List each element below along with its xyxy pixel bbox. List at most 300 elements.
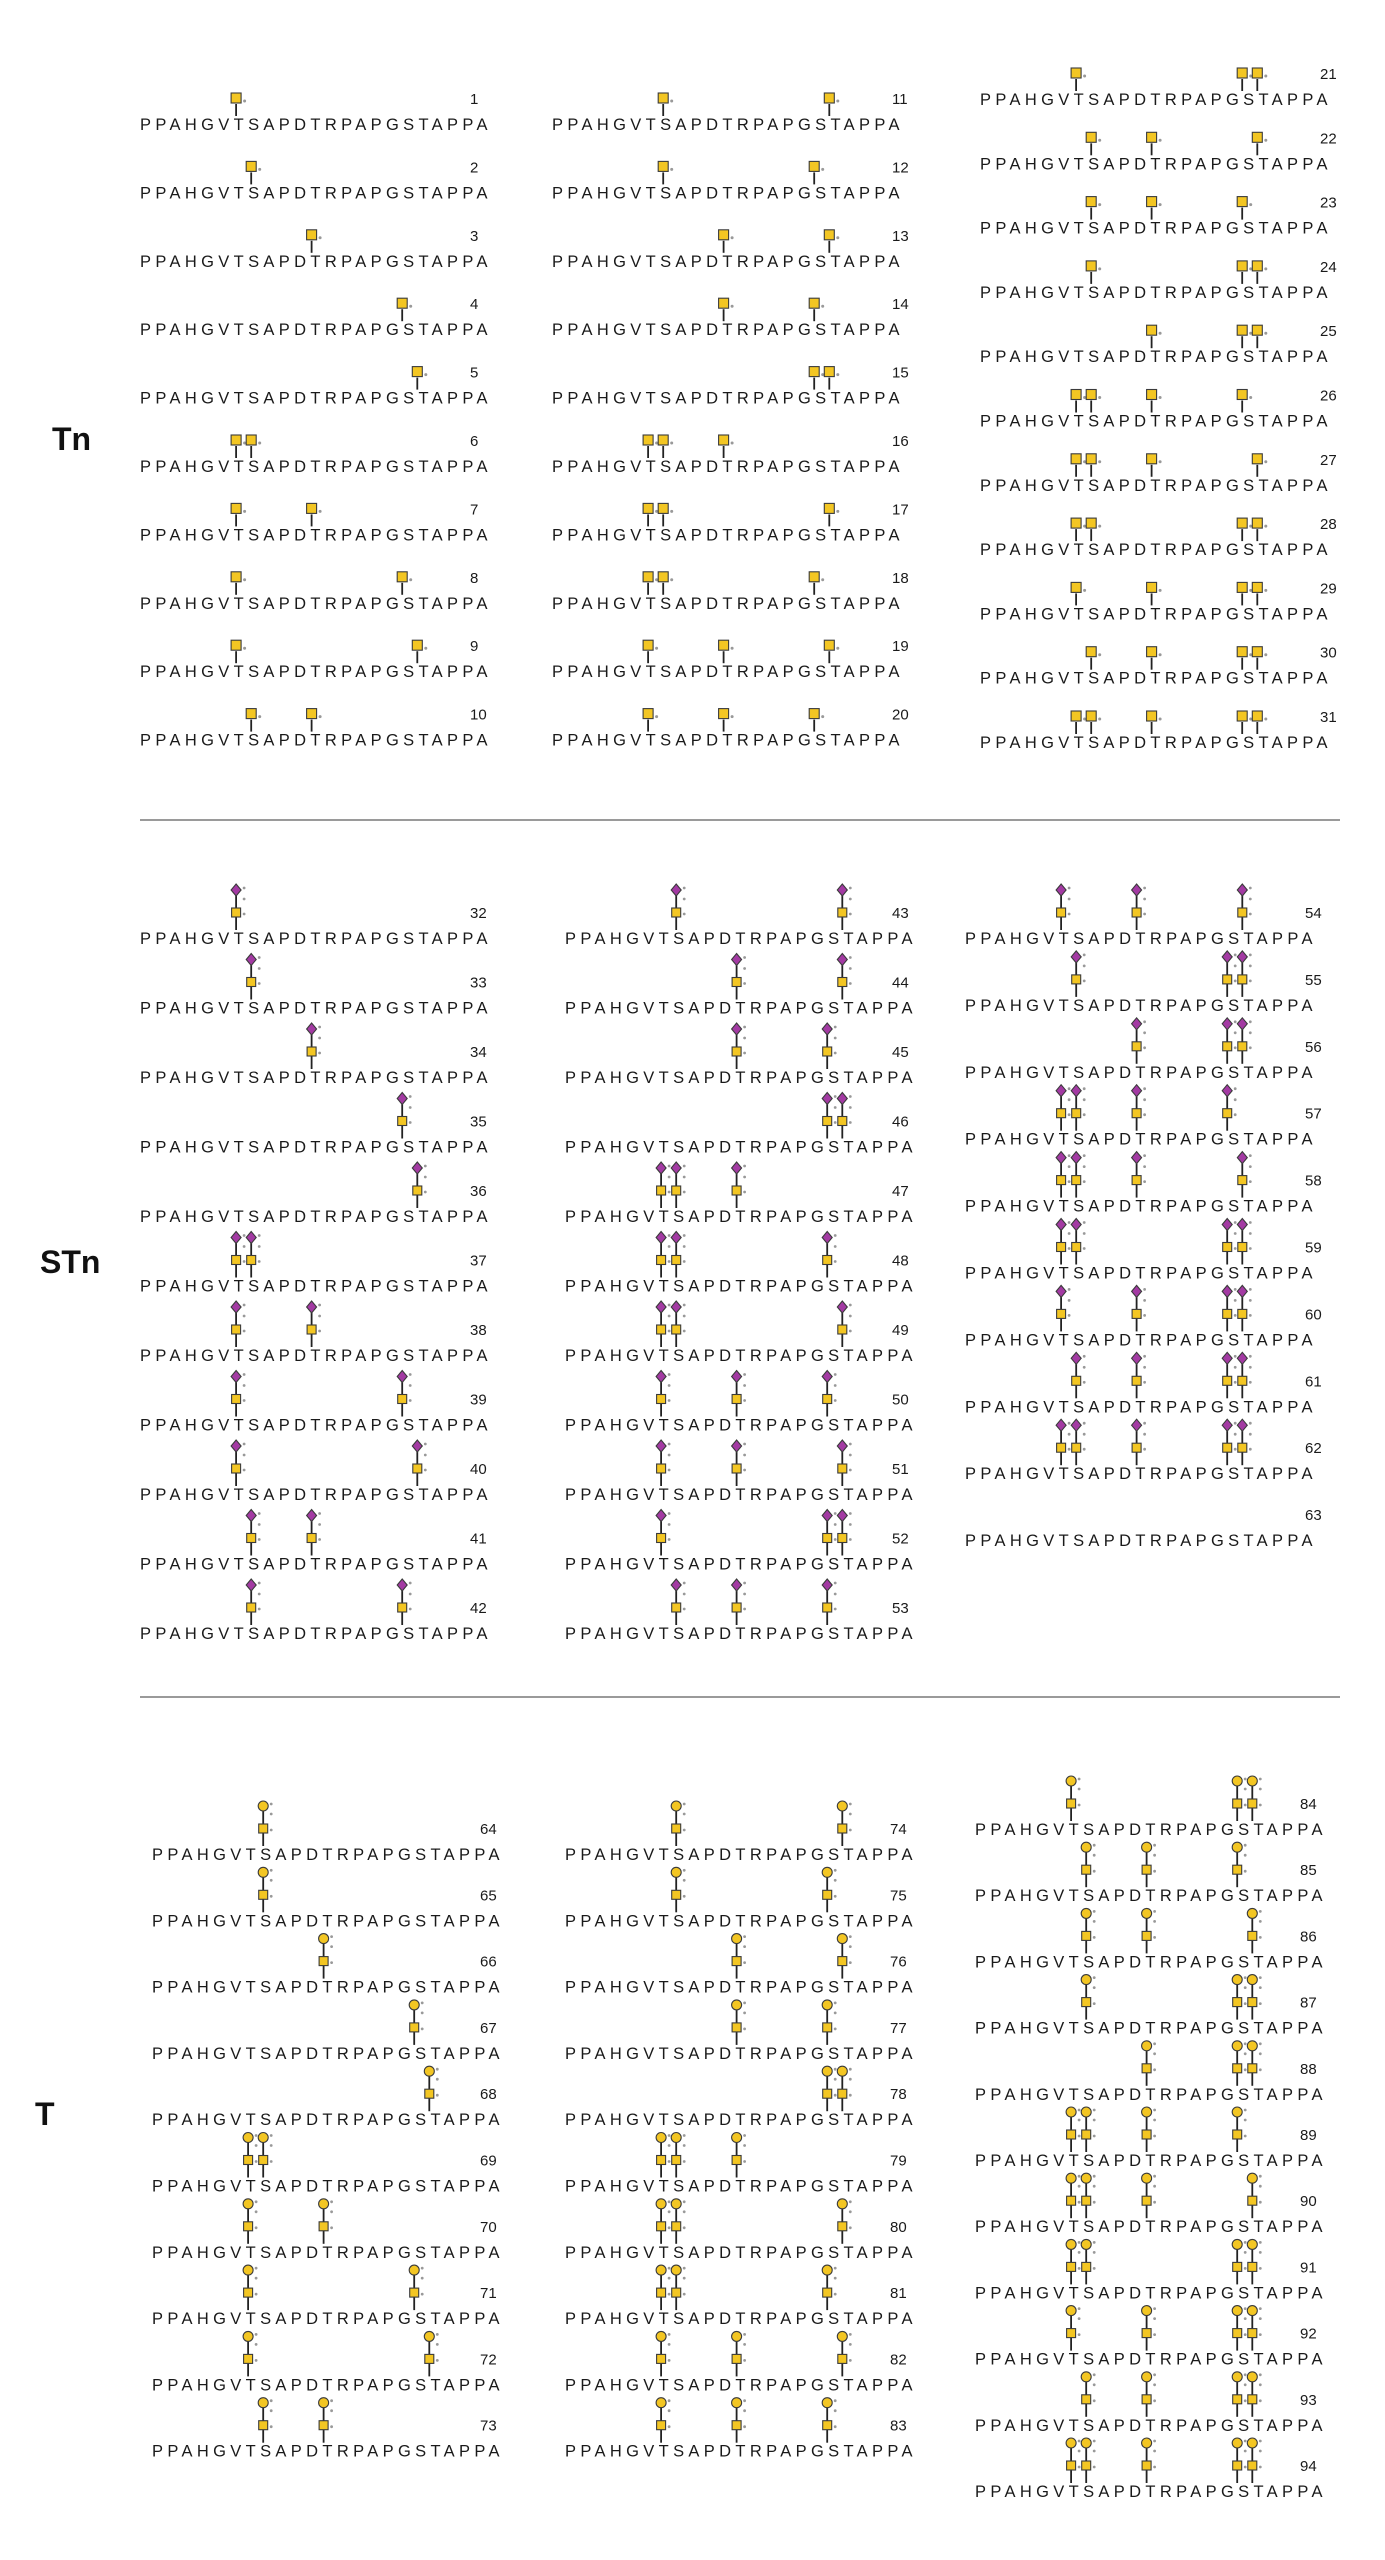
- t-glycan-icon: [837, 1934, 851, 1979]
- sialic-acid-diamond-icon: [1132, 1018, 1142, 1030]
- peptide-number: 89: [1300, 2127, 1317, 2144]
- peptide-number: 63: [1305, 1507, 1322, 1525]
- stn-glycan-icon: [1071, 1152, 1085, 1198]
- peptide-sequence: PPAHGVTSAPDTRPAPGSTAPPA: [975, 2483, 1327, 2501]
- galnac-square-icon: [397, 298, 407, 308]
- linkage-dot-icon: [743, 2425, 746, 2428]
- linkage-dot-icon: [243, 1443, 246, 1446]
- galnac-square-icon: [1067, 2130, 1076, 2139]
- stn-glycan-icon: [1071, 1352, 1085, 1398]
- linkage-dot-icon: [683, 1330, 686, 1333]
- linkage-dot-icon: [1153, 2052, 1156, 2055]
- peptide-sequence: PPAHGVTSAPDTRPAPGSTAPPA: [140, 1555, 492, 1574]
- linkage-dot-icon: [1153, 2119, 1156, 2122]
- linkage-dot-icon: [1234, 1087, 1237, 1090]
- galnac-square-icon: [1238, 975, 1247, 984]
- sialic-acid-diamond-icon: [671, 1162, 681, 1174]
- galnac-square-icon: [1238, 1376, 1247, 1385]
- galnac-square-icon: [1071, 711, 1081, 721]
- linkage-dot-icon: [436, 2078, 439, 2081]
- t-glycan-icon: [656, 2265, 670, 2310]
- linkage-dot-icon: [1093, 2109, 1096, 2112]
- peptide-sequence: PPAHGVTSAPDTRPAPGSTAPPA: [565, 1555, 917, 1574]
- galnac-square-icon: [1132, 1109, 1141, 1118]
- linkage-dot-icon: [849, 1443, 852, 1446]
- galactose-circle-icon: [1142, 2041, 1152, 2051]
- linkage-dot-icon: [1143, 1299, 1146, 1302]
- galnac-square-icon: [425, 2089, 434, 2098]
- linkage-dot-icon: [1068, 1154, 1071, 1157]
- linkage-dot-icon: [849, 1095, 852, 1098]
- t-glycan-icon: [258, 1867, 272, 1912]
- linkage-dot-icon: [834, 1869, 837, 1872]
- galnac-square-icon: [1132, 1042, 1141, 1051]
- linkage-dot-icon: [1078, 2267, 1081, 2270]
- linkage-dot-icon: [1264, 653, 1267, 656]
- galactose-circle-icon: [1232, 2107, 1242, 2117]
- linkage-dot-icon: [1249, 1314, 1252, 1317]
- peptide-number: 49: [892, 1322, 909, 1339]
- peptide-sequence: PPAHGVTSAPDTRPAPGSTAPPA: [140, 321, 492, 340]
- t-glycan-icon: [671, 1867, 685, 1912]
- linkage-dot-icon: [258, 1582, 261, 1585]
- linkage-dot-icon: [849, 1512, 852, 1515]
- galnac-square-icon: [838, 1117, 847, 1126]
- stn-glycan-icon: [307, 1023, 321, 1069]
- linkage-dot-icon: [1143, 887, 1146, 890]
- tn-glycan-icon: [719, 230, 734, 253]
- sialic-acid-diamond-icon: [1071, 951, 1081, 963]
- galnac-square-icon: [244, 2288, 253, 2297]
- tn-glycan-icon: [809, 367, 824, 390]
- peptide-sequence: PPAHGVTSAPDTRPAPGSTAPPA: [980, 219, 1332, 238]
- linkage-dot-icon: [1083, 965, 1086, 968]
- linkage-dot-icon: [1098, 267, 1101, 270]
- tn-glycan-icon: [719, 709, 734, 732]
- peptide-sequence: PPAHGVTSAPDTRPAPGSTAPPA: [565, 2177, 917, 2196]
- galnac-square-icon: [1223, 1309, 1232, 1318]
- peptide-number: 81: [890, 2285, 907, 2303]
- galactose-circle-icon: [837, 2066, 847, 2076]
- galnac-square-icon: [259, 1824, 268, 1833]
- linkage-dot-icon: [1249, 1288, 1252, 1291]
- linkage-dot-icon: [743, 2028, 746, 2031]
- sialic-acid-diamond-icon: [1132, 884, 1142, 896]
- peptide-sequence: PPAHGVTSAPDTRPAPGSTAPPA: [565, 2243, 917, 2262]
- galnac-square-icon: [232, 1395, 241, 1404]
- linkage-dot-icon: [1244, 2251, 1247, 2254]
- linkage-dot-icon: [1259, 1910, 1262, 1913]
- linkage-dot-icon: [409, 1121, 412, 1124]
- linkage-dot-icon: [655, 510, 658, 513]
- galnac-square-icon: [410, 2023, 419, 2032]
- galnac-square-icon: [1067, 2461, 1076, 2470]
- galactose-circle-icon: [837, 1801, 847, 1811]
- stn-glycan-icon: [837, 884, 851, 930]
- linkage-dot-icon: [1234, 954, 1237, 957]
- linkage-dot-icon: [1143, 1180, 1146, 1183]
- t-glycan-icon: [409, 2000, 423, 2045]
- peptide-number: 67: [480, 2019, 497, 2037]
- galactose-circle-icon: [1247, 2372, 1257, 2382]
- linkage-dot-icon: [255, 2226, 258, 2229]
- linkage-dot-icon: [670, 442, 673, 445]
- linkage-dot-icon: [1244, 2052, 1247, 2055]
- linkage-dot-icon: [1249, 1381, 1252, 1384]
- galnac-square-icon: [1252, 132, 1262, 142]
- peptide-sequence: PPAHGVTSAPDTRPAPGSTAPPA: [140, 1208, 492, 1226]
- linkage-dot-icon: [270, 1829, 273, 1832]
- linkage-dot-icon: [409, 1399, 412, 1402]
- peptide-row: [140, 570, 492, 613]
- linkage-dot-icon: [243, 1454, 246, 1457]
- tn-glycan-icon: [643, 640, 658, 663]
- linkage-dot-icon: [243, 510, 246, 513]
- peptide-row: [975, 1975, 1327, 2038]
- peptide-sequence: PPAHGVTSAPDTRPAPGSTAPPA: [552, 458, 904, 476]
- linkage-dot-icon: [1153, 2201, 1156, 2204]
- linkage-dot-icon: [1159, 460, 1162, 463]
- galactose-circle-icon: [1081, 2107, 1091, 2117]
- linkage-dot-icon: [668, 2267, 671, 2270]
- galnac-square-icon: [657, 1534, 666, 1543]
- linkage-dot-icon: [1259, 2383, 1262, 2386]
- peptide-row: [980, 323, 1337, 366]
- linkage-dot-icon: [1093, 1910, 1096, 1913]
- peptide-row: [965, 951, 1322, 1015]
- linkage-dot-icon: [668, 1443, 671, 1446]
- galnac-square-icon: [719, 230, 729, 240]
- galactose-circle-icon: [732, 2133, 742, 2143]
- tn-glycan-icon: [1147, 711, 1162, 734]
- galnac-square-icon: [1223, 1042, 1232, 1051]
- linkage-dot-icon: [318, 1330, 321, 1333]
- peptide-sequence: PPAHGVTSAPDTRPAPGSTAPPA: [140, 999, 492, 1018]
- sialic-acid-diamond-icon: [656, 1440, 666, 1452]
- linkage-dot-icon: [421, 2267, 424, 2270]
- galnac-square-icon: [672, 908, 681, 917]
- linkage-dot-icon: [834, 1106, 837, 1109]
- linkage-dot-icon: [1068, 1247, 1071, 1250]
- t-glycan-icon: [1066, 2306, 1080, 2351]
- peptide-row: [140, 638, 492, 681]
- stn-glycan-icon: [732, 1023, 746, 1069]
- linkage-dot-icon: [1234, 1448, 1237, 1451]
- linkage-dot-icon: [1078, 2440, 1081, 2443]
- linkage-dot-icon: [683, 1895, 686, 1898]
- linkage-dot-icon: [330, 2425, 333, 2428]
- linkage-dot-icon: [1143, 1422, 1146, 1425]
- galnac-square-icon: [809, 298, 819, 308]
- galnac-square-icon: [732, 1395, 741, 1404]
- linkage-dot-icon: [1244, 2399, 1247, 2402]
- t-glycan-icon: [732, 1934, 746, 1979]
- linkage-dot-icon: [834, 2425, 837, 2428]
- peptide-sequence: PPAHGVTSAPDTRPAPGSTAPPA: [975, 1821, 1327, 1839]
- galnac-square-icon: [1071, 454, 1081, 464]
- stn-glycan-icon: [1056, 1419, 1070, 1465]
- linkage-dot-icon: [1078, 1788, 1081, 1791]
- t-glycan-icon: [1232, 2107, 1246, 2152]
- peptide-row: [140, 433, 492, 476]
- sialic-acid-diamond-icon: [397, 1371, 407, 1383]
- peptide-row: [140, 1301, 492, 1365]
- galnac-square-icon: [1248, 2064, 1257, 2073]
- galnac-square-icon: [657, 2288, 666, 2297]
- linkage-dot-icon: [1078, 2333, 1081, 2336]
- linkage-dot-icon: [836, 373, 839, 376]
- stn-glycan-icon: [1237, 1419, 1251, 1465]
- linkage-dot-icon: [1259, 2333, 1262, 2336]
- t-glycan-icon: [822, 2398, 836, 2443]
- peptide-row: [975, 1776, 1327, 1839]
- sialic-acid-diamond-icon: [397, 1093, 407, 1105]
- linkage-dot-icon: [1153, 1920, 1156, 1923]
- stn-glycan-icon: [412, 1440, 426, 1486]
- tn-glycan-icon: [1086, 390, 1101, 413]
- linkage-dot-icon: [1153, 2333, 1156, 2336]
- peptide-row: [975, 2372, 1327, 2435]
- peptide-row: [565, 1579, 917, 1643]
- peptide-sequence: PPAHGVTSAPDTRPAPGSTAPPA: [965, 1130, 1317, 1149]
- galactose-circle-icon: [837, 2199, 847, 2209]
- peptide-row: [552, 91, 908, 134]
- peptide-number: 33: [470, 974, 487, 992]
- stn-glycan-icon: [246, 1232, 260, 1278]
- linkage-dot-icon: [834, 1384, 837, 1387]
- galactose-circle-icon: [1232, 1776, 1242, 1786]
- linkage-dot-icon: [849, 2226, 852, 2229]
- tn-glycan-icon: [1252, 454, 1267, 477]
- linkage-dot-icon: [834, 1523, 837, 1526]
- linkage-dot-icon: [1264, 75, 1267, 78]
- linkage-dot-icon: [1083, 1433, 1086, 1436]
- linkage-dot-icon: [1153, 1936, 1156, 1939]
- galnac-square-icon: [1072, 1109, 1081, 1118]
- galactose-circle-icon: [656, 2265, 666, 2275]
- linkage-dot-icon: [668, 1469, 671, 1472]
- galnac-square-icon: [732, 1047, 741, 1056]
- linkage-dot-icon: [1234, 980, 1237, 983]
- peptide-row: [140, 707, 492, 750]
- linkage-dot-icon: [1159, 396, 1162, 399]
- stn-glycan-icon: [1071, 1419, 1085, 1465]
- linkage-dot-icon: [1143, 1355, 1146, 1358]
- linkage-dot-icon: [683, 1813, 686, 1816]
- linkage-dot-icon: [409, 1373, 412, 1376]
- galnac-square-icon: [307, 1047, 316, 1056]
- sialic-acid-diamond-icon: [732, 1162, 742, 1174]
- linkage-dot-icon: [731, 715, 734, 718]
- galnac-square-icon: [809, 572, 819, 582]
- linkage-dot-icon: [836, 647, 839, 650]
- galnac-square-icon: [1248, 2395, 1257, 2404]
- peptide-number: 52: [892, 1530, 909, 1548]
- peptide-number: 76: [890, 1953, 907, 1971]
- linkage-dot-icon: [1153, 2317, 1156, 2320]
- tn-glycan-icon: [809, 572, 824, 595]
- galnac-square-icon: [732, 1186, 741, 1195]
- linkage-dot-icon: [436, 2068, 439, 2071]
- t-glycan-icon: [424, 2331, 438, 2376]
- linkage-dot-icon: [683, 2144, 686, 2147]
- peptide-number: 68: [480, 2086, 497, 2104]
- linkage-dot-icon: [1249, 913, 1252, 916]
- linkage-dot-icon: [270, 1813, 273, 1816]
- tn-glycan-icon: [231, 93, 246, 116]
- stn-glycan-icon: [837, 1093, 851, 1139]
- tn-glycan-icon: [1147, 197, 1162, 220]
- tn-glycan-icon: [809, 161, 824, 184]
- linkage-dot-icon: [1093, 2267, 1096, 2270]
- stn-glycan-icon: [1056, 1152, 1070, 1198]
- t-glycan-icon: [822, 2265, 836, 2310]
- linkage-dot-icon: [743, 1399, 746, 1402]
- galnac-square-icon: [1252, 518, 1262, 528]
- sialic-acid-diamond-icon: [1071, 1419, 1081, 1431]
- linkage-dot-icon: [1244, 2383, 1247, 2386]
- galactose-circle-icon: [1232, 2372, 1242, 2382]
- linkage-dot-icon: [849, 1829, 852, 1832]
- tn-glycan-icon: [1237, 582, 1252, 605]
- linkage-dot-icon: [1234, 1247, 1237, 1250]
- tn-glycan-icon: [824, 230, 839, 253]
- galnac-square-icon: [1238, 1243, 1247, 1252]
- tn-glycan-icon: [824, 503, 839, 526]
- peptide-number: 50: [892, 1391, 909, 1409]
- stn-glycan-icon: [1237, 1018, 1251, 1064]
- linkage-dot-icon: [655, 578, 658, 581]
- t-glycan-icon: [656, 2133, 670, 2178]
- tn-glycan-icon: [1147, 647, 1162, 670]
- peptide-number: 24: [1320, 258, 1337, 276]
- t-glycan-icon: [1081, 2438, 1095, 2483]
- stn-glycan-icon: [397, 1093, 411, 1139]
- linkage-dot-icon: [1249, 1366, 1252, 1369]
- galnac-square-icon: [247, 1534, 256, 1543]
- galactose-circle-icon: [243, 2133, 253, 2143]
- linkage-dot-icon: [1083, 980, 1086, 983]
- peptide-number: 16: [892, 433, 909, 450]
- tn-glycan-icon: [643, 709, 658, 732]
- linkage-dot-icon: [1259, 2241, 1262, 2244]
- linkage-dot-icon: [743, 1026, 746, 1029]
- galnac-square-icon: [246, 435, 256, 445]
- linkage-dot-icon: [1264, 718, 1267, 721]
- galnac-square-icon: [1147, 647, 1157, 657]
- linkage-dot-icon: [834, 2399, 837, 2402]
- linkage-dot-icon: [834, 1026, 837, 1029]
- galnac-square-icon: [658, 435, 668, 445]
- sialic-acid-diamond-icon: [1222, 1085, 1232, 1097]
- sialic-acid-diamond-icon: [1132, 1285, 1142, 1297]
- linkage-dot-icon: [1078, 2251, 1081, 2254]
- galnac-square-icon: [672, 1325, 681, 1334]
- linkage-dot-icon: [255, 2359, 258, 2362]
- galnac-square-icon: [1057, 1309, 1066, 1318]
- linkage-dot-icon: [255, 2134, 258, 2137]
- galnac-square-icon: [643, 640, 653, 650]
- linkage-dot-icon: [668, 1538, 671, 1541]
- linkage-dot-icon: [821, 715, 824, 718]
- linkage-dot-icon: [1259, 2185, 1262, 2188]
- peptide-sequence: PPAHGVTSAPDTRPAPGSTAPPA: [565, 2376, 917, 2395]
- t-glycan-icon: [671, 2133, 685, 2178]
- linkage-dot-icon: [258, 1608, 261, 1611]
- linkage-dot-icon: [849, 1121, 852, 1124]
- peptide-number: 46: [892, 1113, 909, 1131]
- linkage-dot-icon: [1143, 1381, 1146, 1384]
- galnac-square-icon: [672, 2222, 681, 2231]
- galnac-square-icon: [1223, 1443, 1232, 1452]
- t-glycan-icon: [837, 2199, 851, 2244]
- galnac-square-icon: [1252, 325, 1262, 335]
- galactose-circle-icon: [1066, 2306, 1076, 2316]
- linkage-dot-icon: [668, 2226, 671, 2229]
- galnac-square-icon: [658, 572, 668, 582]
- galactose-circle-icon: [243, 2331, 253, 2341]
- galnac-square-icon: [1067, 1799, 1076, 1808]
- linkage-dot-icon: [258, 1260, 261, 1263]
- linkage-dot-icon: [318, 1512, 321, 1515]
- galnac-square-icon: [1248, 2461, 1257, 2470]
- linkage-dot-icon: [1093, 2450, 1096, 2453]
- galnac-square-icon: [1223, 1243, 1232, 1252]
- linkage-dot-icon: [849, 913, 852, 916]
- galnac-square-icon: [838, 1824, 847, 1833]
- peptide-number: 26: [1320, 387, 1337, 405]
- peptide-sequence: PPAHGVTSAPDTRPAPGSTAPPA: [552, 321, 904, 340]
- linkage-dot-icon: [1259, 2317, 1262, 2320]
- peptide-row: [965, 1352, 1322, 1416]
- linkage-dot-icon: [270, 2134, 273, 2137]
- linkage-dot-icon: [409, 1608, 412, 1611]
- linkage-dot-icon: [1259, 2307, 1262, 2310]
- galnac-square-icon: [732, 2421, 741, 2430]
- linkage-dot-icon: [834, 2094, 837, 2097]
- peptide-sequence: PPAHGVTSAPDTRPAPGSTAPPA: [980, 734, 1332, 752]
- linkage-dot-icon: [1244, 2267, 1247, 2270]
- peptide-number: 85: [1300, 1862, 1317, 1880]
- galnac-square-icon: [838, 1325, 847, 1334]
- peptide-row: [980, 66, 1337, 109]
- tn-glycan-icon: [1147, 390, 1162, 413]
- tn-glycan-icon: [658, 435, 673, 458]
- galnac-square-icon: [838, 2354, 847, 2363]
- linkage-dot-icon: [258, 1234, 261, 1237]
- linkage-dot-icon: [424, 647, 427, 650]
- galnac-square-icon: [823, 1395, 832, 1404]
- linkage-dot-icon: [683, 2293, 686, 2296]
- peptide-number: 1: [470, 91, 479, 108]
- stn-glycan-icon: [231, 1371, 245, 1417]
- linkage-dot-icon: [1143, 1020, 1146, 1023]
- sialic-acid-diamond-icon: [412, 1440, 422, 1452]
- linkage-dot-icon: [1068, 1113, 1071, 1116]
- tn-glycan-icon: [246, 709, 261, 732]
- peptide-number: 69: [480, 2152, 497, 2170]
- stn-glycan-icon: [1237, 1352, 1251, 1398]
- galactose-circle-icon: [1247, 1908, 1257, 1918]
- galnac-square-icon: [838, 1957, 847, 1966]
- stn-glycan-icon: [671, 1301, 685, 1347]
- linkage-dot-icon: [1249, 954, 1252, 957]
- galnac-square-icon: [1082, 2461, 1091, 2470]
- stn-glycan-icon: [656, 1162, 670, 1208]
- sialic-acid-diamond-icon: [822, 1232, 832, 1244]
- galnac-square-icon: [823, 2288, 832, 2297]
- peptide-row: [565, 2199, 917, 2262]
